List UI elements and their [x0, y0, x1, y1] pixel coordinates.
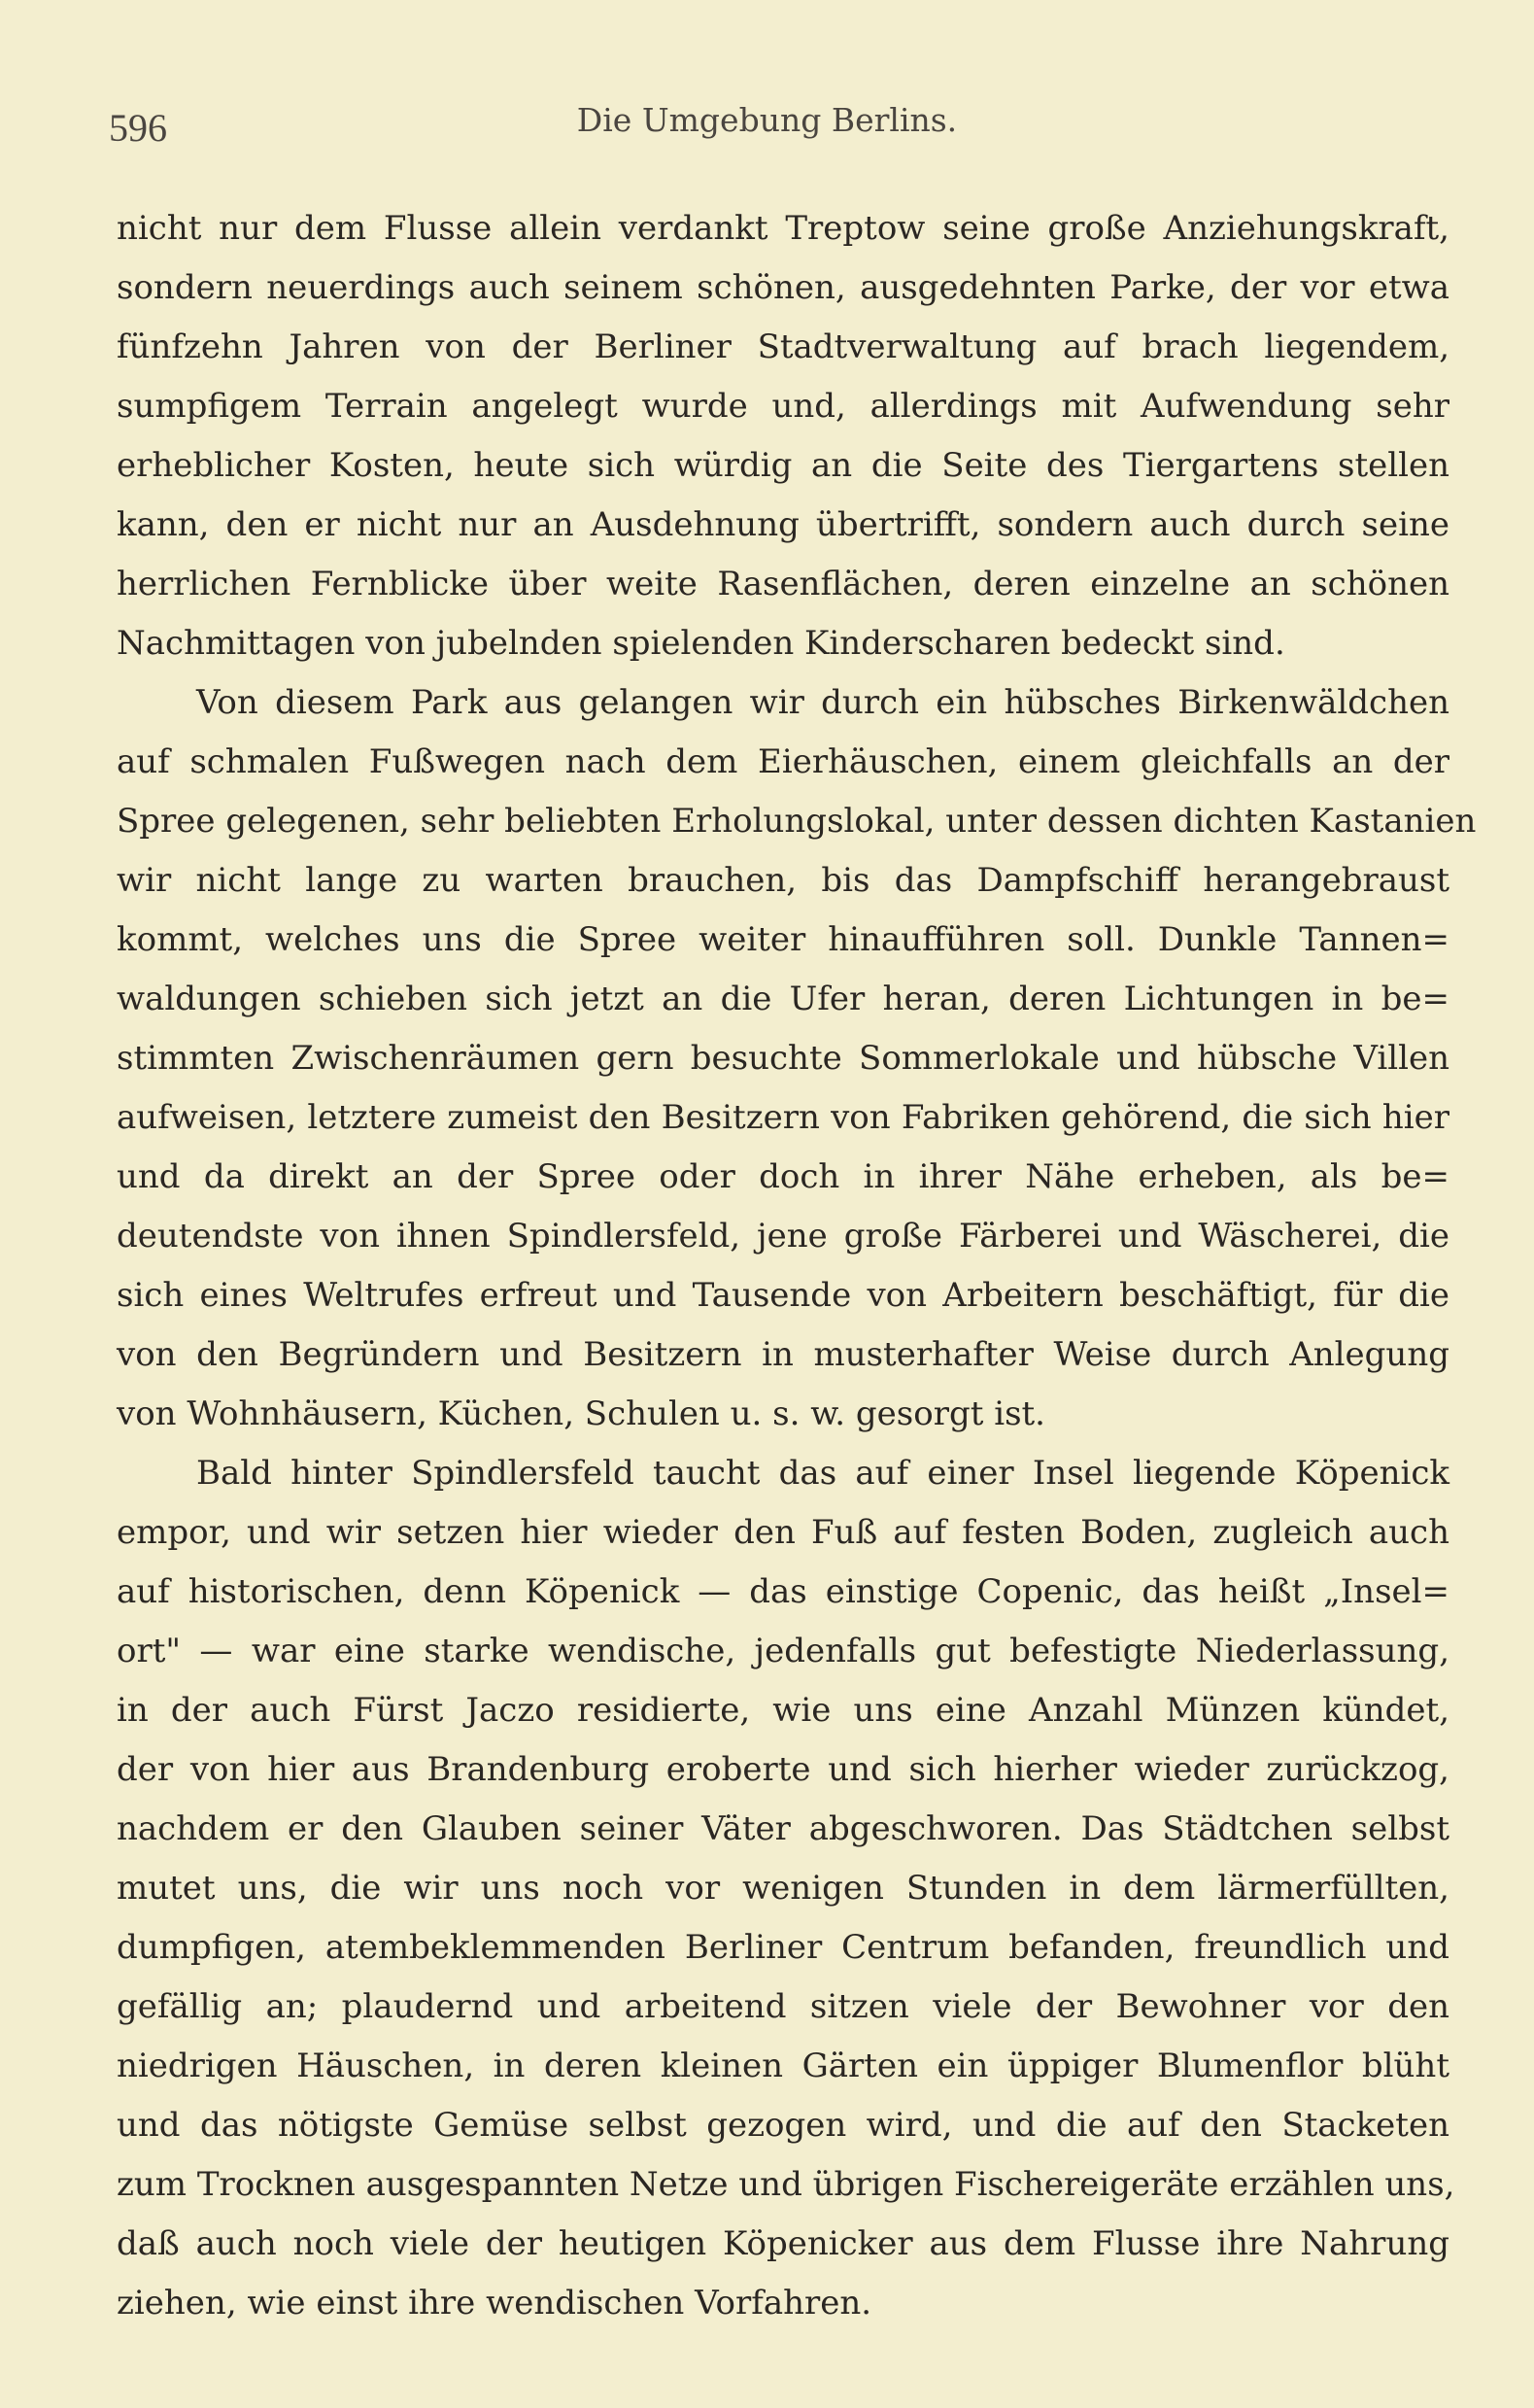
text-line: deutendste von ihnen Spindlersfeld, jene große Färberei und Wäscherei, die	[117, 1217, 1449, 1256]
text-line: sich eines Weltrufes erfreut und Tausende von Arbeitern beschäftigt, für die	[117, 1276, 1449, 1315]
text-line: ziehen, wie einst ihre wendischen Vorfahren.	[117, 2284, 872, 2322]
text-line: mutet uns, die wir uns noch vor wenigen Stunden in dem lärmerfüllten,	[117, 1869, 1449, 1908]
text-line: wir nicht lange zu warten brauchen, bis das Dampfschiff herangebraust	[117, 861, 1449, 900]
text-line: fünfzehn Jahren von der Berliner Stadtverwaltung auf brach liegendem,	[117, 327, 1449, 366]
text-line: und das nötigste Gemüse selbst gezogen wird, und die auf den Stacketen	[117, 2106, 1449, 2145]
page-body	[117, 199, 1477, 2333]
text-line: auf historischen, denn Köpenick — das einstige Copenic, das heißt „Insel=	[117, 1572, 1449, 1611]
text-line: daß auch noch viele der heutigen Köpenicker aus dem Flusse ihre Nahrung	[117, 2224, 1449, 2263]
text-line: sondern neuerdings auch seinem schönen, ausgedehnten Parke, der vor etwa	[117, 268, 1449, 307]
running-title: Die Umgebung Berlins.	[576, 101, 958, 139]
text-line: stimmten Zwischenräumen gern besuchte Sommerlokale und hübsche Villen	[117, 1039, 1449, 1078]
text-line: empor, und wir setzen hier wieder den Fuß auf festen Boden, zugleich auch	[117, 1513, 1449, 1552]
text-line: erheblicher Kosten, heute sich würdig an die Seite des Tiergartens stellen	[117, 446, 1449, 485]
text-line: nicht nur dem Flusse allein verdankt Treptow seine große Anziehungskraft,	[117, 209, 1449, 248]
text-line: aufweisen, letztere zumeist den Besitzern von Fabriken gehörend, die sich hier	[117, 1098, 1449, 1137]
text-line: sumpfigem Terrain angelegt wurde und, allerdings mit Aufwendung sehr	[117, 387, 1449, 426]
text-line: nachdem er den Glauben seiner Väter abgeschworen. Das Städtchen selbst	[117, 1809, 1449, 1848]
text-line: kann, den er nicht nur an Ausdehnung übertrifft, sondern auch durch seine	[117, 505, 1449, 544]
text-line: Bald hinter Spindlersfeld taucht das auf einer Insel liegende Köpenick	[196, 1454, 1449, 1493]
text-line: von den Begründern und Besitzern in musterhafter Weise durch Anlegung	[117, 1335, 1449, 1374]
text-line: kommt, welches uns die Spree weiter hinaufführen soll. Dunkle Tannen=	[117, 920, 1449, 959]
text-line: gefällig an; plaudernd und arbeitend sitzen viele der Bewohner vor den	[117, 1987, 1449, 2026]
text-line: niedrigen Häuschen, in deren kleinen Gärten ein üppiger Blumenflor blüht	[117, 2047, 1449, 2085]
page-number: 596	[109, 106, 167, 150]
text-line: und da direkt an der Spree oder doch in ihrer Nähe erheben, als be=	[117, 1157, 1449, 1196]
text-line: waldungen schieben sich jetzt an die Ufer heran, deren Lichtungen in be=	[117, 980, 1449, 1018]
text-line: Nachmittagen von jubelnden spielenden Kinderscharen bedeckt sind.	[117, 624, 1285, 663]
text-line: in der auch Fürst Jaczo residierte, wie uns eine Anzahl Münzen kündet,	[117, 1691, 1449, 1730]
paragraph	[117, 673, 1477, 1444]
text-line: der von hier aus Brandenburg eroberte und sich hierher wieder zurückzog,	[117, 1750, 1449, 1789]
text-line: herrlichen Fernblicke über weite Rasenflächen, deren einzelne an schönen	[117, 565, 1449, 603]
text-line: ort" — war eine starke wendische, jedenfalls gut befestigte Niederlassung,	[117, 1632, 1449, 1670]
text-line: Spree gelegenen, sehr beliebten Erholungslokal, unter dessen dichten Kastanien	[117, 802, 1477, 841]
paragraph	[117, 199, 1449, 673]
text-line: Von diesem Park aus gelangen wir durch ein hübsches Birkenwäldchen	[196, 683, 1449, 722]
text-line: von Wohnhäusern, Küchen, Schulen u. s. w. gesorgt ist.	[117, 1394, 1045, 1433]
paragraph	[117, 1444, 1455, 2333]
text-line: zum Trocknen ausgespannten Netze und übrigen Fischereigeräte erzählen uns,	[117, 2165, 1455, 2204]
text-line: auf schmalen Fußwegen nach dem Eierhäuschen, einem gleichfalls an der	[117, 742, 1449, 781]
text-line: dumpfigen, atembeklemmenden Berliner Centrum befanden, freundlich und	[117, 1928, 1449, 1967]
